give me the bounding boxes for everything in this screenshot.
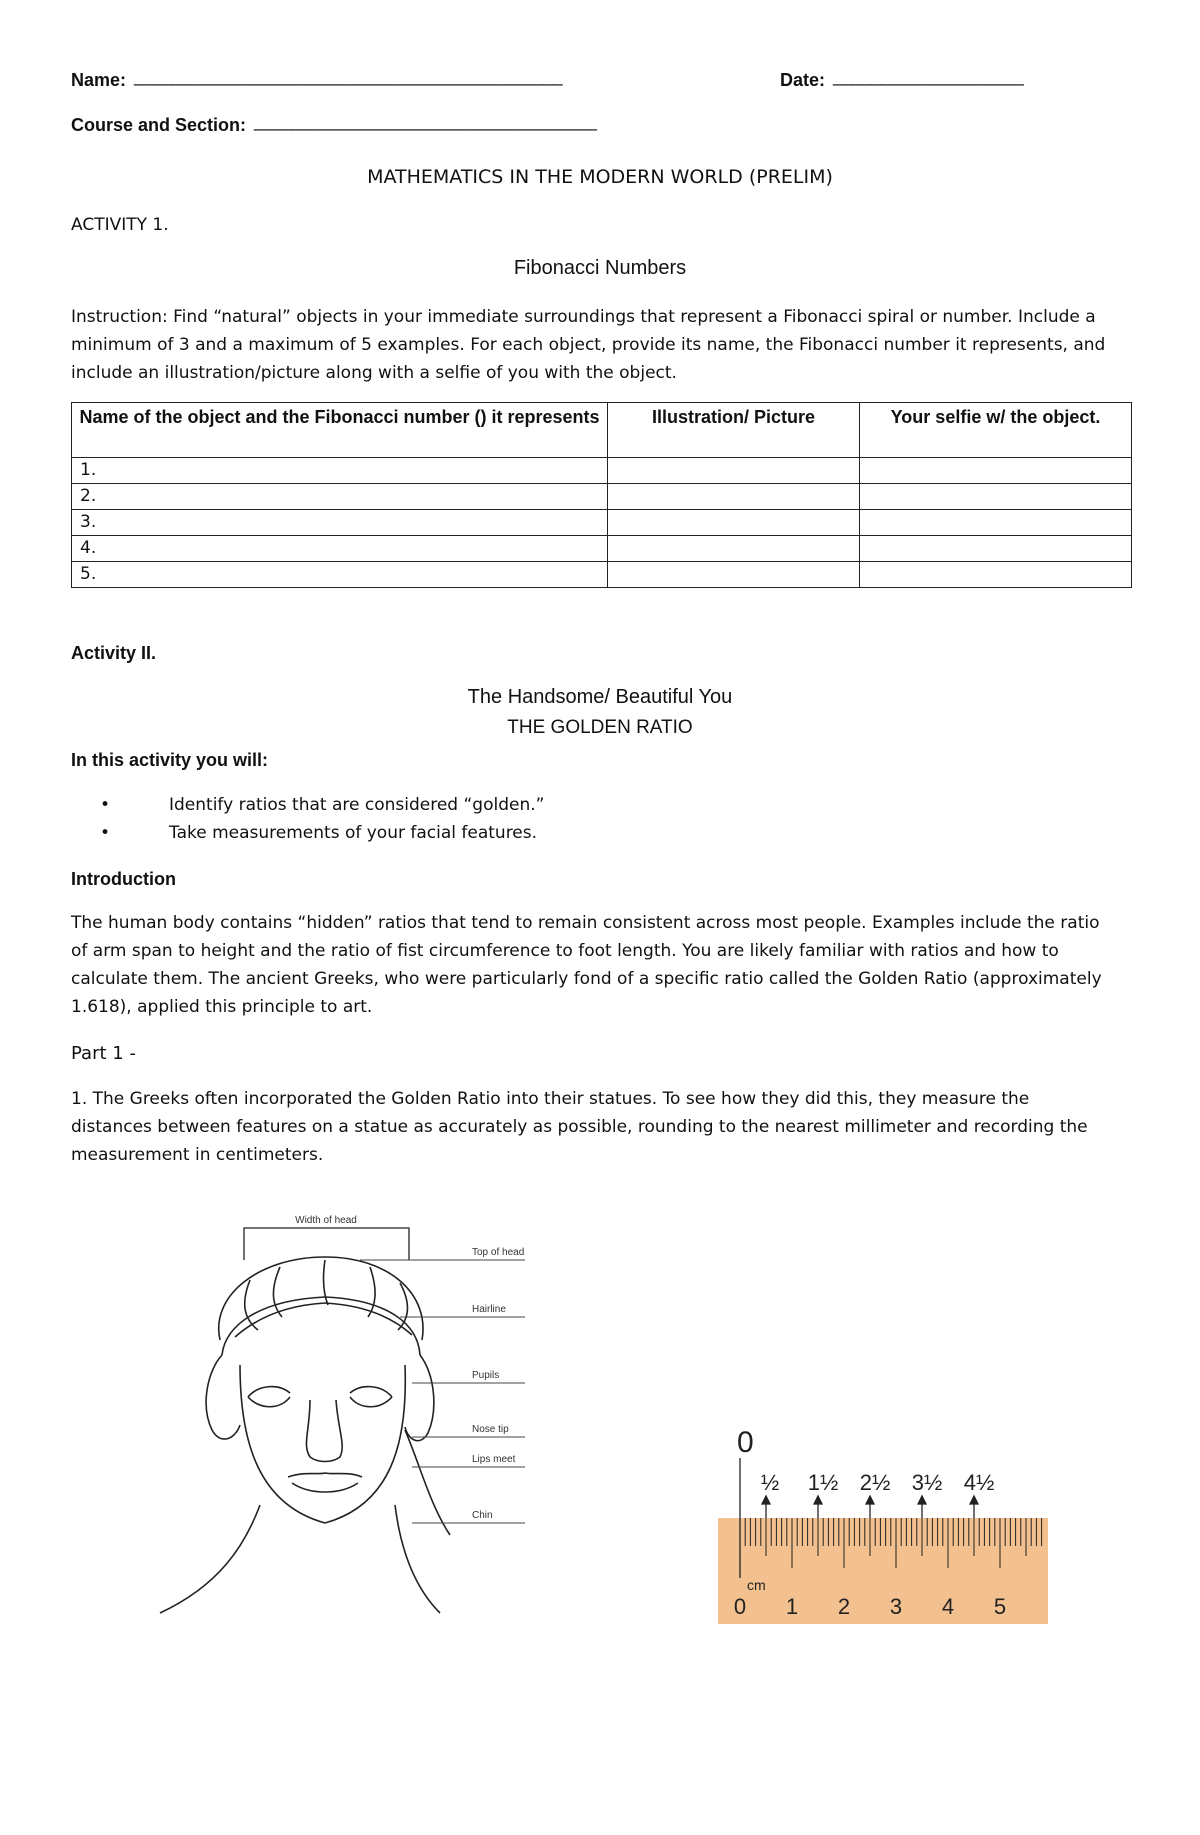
column-header: Illustration/ Picture bbox=[608, 403, 860, 458]
column-header: Your selfie w/ the object. bbox=[860, 403, 1132, 458]
selfie-cell[interactable] bbox=[860, 458, 1132, 484]
table-row bbox=[72, 458, 1132, 484]
fibonacci-table bbox=[71, 402, 1132, 588]
width-bracket bbox=[244, 1228, 409, 1260]
statue-head-drawing bbox=[160, 1257, 450, 1613]
list-item-text: Identify ratios that are considered “golden.” bbox=[169, 795, 545, 815]
ruler-number: 3 bbox=[889, 1594, 903, 1619]
fraction-label: ½ bbox=[760, 1470, 780, 1495]
measure-label: Top of head bbox=[472, 1247, 525, 1258]
activity2-label: Activity II. bbox=[71, 643, 157, 663]
fraction-label: 2½ bbox=[859, 1470, 891, 1495]
row-number-cell[interactable]: 3. bbox=[72, 510, 608, 536]
ruler-unit-label: cm bbox=[747, 1577, 766, 1593]
introduction-heading: Introduction bbox=[71, 869, 176, 889]
paragraph-line: calculate them. The ancient Greeks, who were particularly fond of a specific ratio called the Golden Ratio (approximately bbox=[71, 969, 1102, 989]
picture-cell[interactable] bbox=[608, 510, 860, 536]
fraction-label: 1½ bbox=[807, 1470, 839, 1495]
ruler-top-zero: 0 bbox=[737, 1426, 754, 1459]
instruction-line: include an illustration/picture along with a selfie of you with the object. bbox=[71, 363, 677, 383]
date-label: Date: bbox=[780, 70, 826, 90]
objectives-list bbox=[100, 791, 544, 847]
date-blank[interactable]: ____________________ bbox=[833, 66, 1024, 86]
golden-ratio-heading: THE GOLDEN RATIO bbox=[507, 717, 693, 738]
measure-label: Chin bbox=[472, 1510, 493, 1521]
width-of-head-label: Width of head bbox=[295, 1215, 357, 1226]
page-title: MATHEMATICS IN THE MODERN WORLD (PRELIM) bbox=[367, 166, 833, 188]
list-item bbox=[100, 791, 544, 819]
course-blank[interactable]: ____________________________________ bbox=[254, 111, 597, 131]
ruler-number: 5 bbox=[993, 1594, 1007, 1619]
intro-label: In this activity you will: bbox=[71, 750, 269, 770]
picture-cell[interactable] bbox=[608, 536, 860, 562]
ruler-number: 4 bbox=[941, 1594, 955, 1619]
paragraph-line: 1.618), applied this principle to art. bbox=[71, 997, 373, 1017]
picture-cell[interactable] bbox=[608, 484, 860, 510]
name-blank[interactable]: _____________________________________________ bbox=[134, 66, 562, 86]
activity1-label: ACTIVITY 1. bbox=[71, 215, 169, 235]
table-row bbox=[72, 536, 1132, 562]
ruler-number: 2 bbox=[837, 1594, 851, 1619]
paragraph-line: of arm span to height and the ratio of fist circumference to foot length. You are likely familiar with ratios and how to bbox=[71, 941, 1059, 961]
activity1-instruction bbox=[71, 303, 1131, 387]
instruction-line: minimum of 3 and a maximum of 5 examples. For each object, provide its name, the Fibonacci number it represents, and bbox=[71, 335, 1106, 355]
bullet-icon: • bbox=[100, 795, 111, 815]
paragraph-line: distances between features on a statue as accurately as possible, rounding to the nearest millimeter and recording the bbox=[71, 1117, 1088, 1137]
introduction-paragraph bbox=[71, 909, 1131, 1021]
picture-cell[interactable] bbox=[608, 562, 860, 588]
ruler-number: 0 bbox=[733, 1594, 747, 1619]
statue-head-figure bbox=[150, 1205, 540, 1625]
measure-label: Hairline bbox=[472, 1304, 506, 1315]
name-label: Name: bbox=[71, 70, 127, 90]
measure-label: Pupils bbox=[472, 1370, 500, 1381]
table-row bbox=[72, 510, 1132, 536]
row-number-cell[interactable]: 2. bbox=[72, 484, 608, 510]
list-item-text: Take measurements of your facial features. bbox=[169, 823, 538, 843]
row-number-cell[interactable]: 1. bbox=[72, 458, 608, 484]
table-row bbox=[72, 562, 1132, 588]
part1-paragraph bbox=[71, 1085, 1131, 1169]
row-number-cell[interactable]: 4. bbox=[72, 536, 608, 562]
selfie-cell[interactable] bbox=[860, 484, 1132, 510]
paragraph-line: The human body contains “hidden” ratios that tend to remain consistent across most people. Examples include the ratio bbox=[71, 913, 1100, 933]
paragraph-line: 1. The Greeks often incorporated the Golden Ratio into their statues. To see how they did this, they measure the bbox=[71, 1089, 1030, 1109]
row-number-cell[interactable]: 5. bbox=[72, 562, 608, 588]
bullet-icon: • bbox=[100, 823, 111, 843]
selfie-cell[interactable] bbox=[860, 562, 1132, 588]
activity2-heading: The Handsome/ Beautiful You bbox=[467, 686, 733, 708]
column-header: Name of the object and the Fibonacci number () it represents bbox=[72, 403, 608, 458]
activity1-heading: Fibonacci Numbers bbox=[513, 257, 687, 279]
measure-label: Nose tip bbox=[472, 1424, 509, 1435]
course-label: Course and Section: bbox=[71, 115, 247, 135]
picture-cell[interactable] bbox=[608, 458, 860, 484]
ruler-figure bbox=[718, 1418, 1048, 1624]
paragraph-line: measurement in centimeters. bbox=[71, 1145, 324, 1165]
table-header-row bbox=[72, 403, 1132, 458]
selfie-cell[interactable] bbox=[860, 510, 1132, 536]
fraction-label: 3½ bbox=[911, 1470, 943, 1495]
measure-label: Lips meet bbox=[472, 1454, 516, 1465]
part1-heading: Part 1 - bbox=[71, 1043, 136, 1064]
list-item bbox=[100, 819, 544, 847]
table-row bbox=[72, 484, 1132, 510]
instruction-line: Instruction: Find “natural” objects in your immediate surroundings that represent a Fibonacci spiral or number. Include a bbox=[71, 307, 1096, 327]
ruler-number: 1 bbox=[785, 1594, 799, 1619]
selfie-cell[interactable] bbox=[860, 536, 1132, 562]
fraction-label: 4½ bbox=[963, 1470, 995, 1495]
